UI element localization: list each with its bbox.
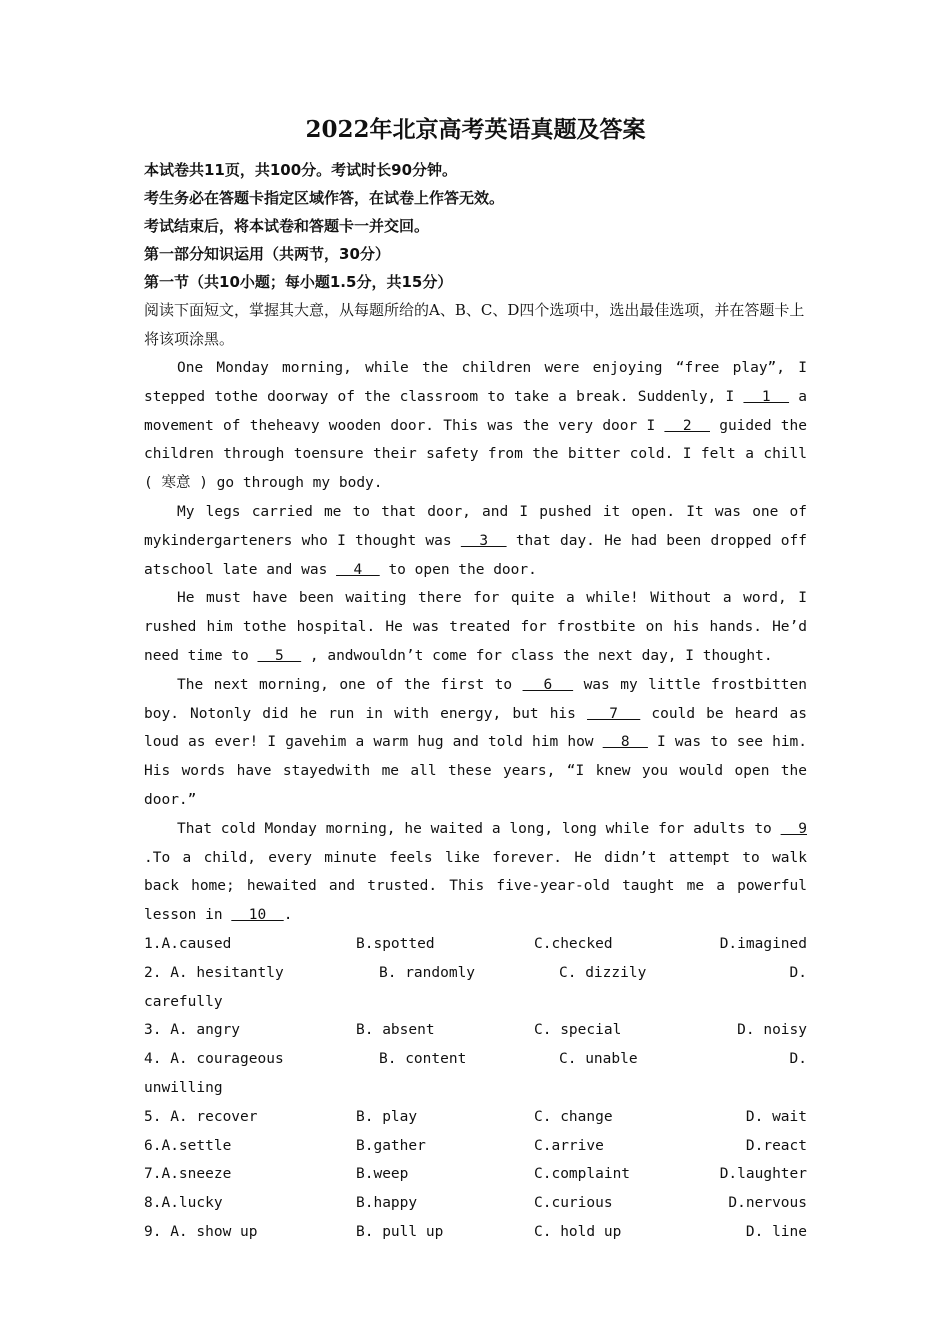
question-2 [144,959,807,1017]
blank-10: 10 [231,907,284,924]
option-d: D. noisy [737,1022,807,1039]
option-b: B. pull up [356,1223,444,1240]
option-b: B.spotted [356,935,435,952]
paragraph-4 [144,671,807,815]
option-b: B.happy [356,1195,418,1212]
option-b: B.weep [356,1166,409,1183]
option-b: B.gather [356,1137,426,1154]
blank-5: 5 [257,647,302,664]
question-9 [144,1218,807,1247]
option-a: 7.A.sneeze [144,1166,232,1183]
option-d: D. line [745,1223,807,1240]
question-6 [144,1132,807,1161]
text-segment: That cold Monday morning, he waited a long, long while for adults to [177,820,781,837]
text-segment: was my little frostbitten boy. Notonly did he run in with energy, but his [144,676,807,722]
text-segment: could be heard as loud as ever! I gavehim a warm hug and told him how [144,705,807,751]
option-c: C. dizzily [559,964,647,981]
option-c: C. hold up [534,1223,622,1240]
part-heading: 第一部分知识运用（共两节，30分） [144,245,390,263]
blank-4: 4 [336,561,380,578]
section-heading: 第一节（共10小题；每小题1.5分，共15分） [144,273,453,291]
text-segment: The next morning, one of the first to [177,676,523,693]
question-3 [144,1016,807,1045]
option-c: C.curious [534,1195,613,1212]
option-d: D.react [745,1137,807,1154]
text-segment: to open the door. [379,561,537,578]
text-segment: I was to see him. His words have stayedwith me all these years, “I knew you would open the door.” [144,734,808,808]
option-d: D.laughter [719,1166,807,1183]
question-1 [144,930,807,959]
option-b: B. content [379,1051,467,1068]
paragraph-1 [144,354,807,498]
blank-7: 7 [587,705,641,722]
blank-2: 2 [664,417,710,434]
option-d-wrapped: carefully [144,993,223,1010]
blank-9: 9 [780,820,807,837]
text-segment: a movement of theheavy wooden door. This was the very door I [144,388,807,434]
option-b: B. randomly [379,964,476,981]
option-c: C. change [534,1108,613,1125]
text-segment: guided the children through toensure their safety from the bitter cold. I felt a chill ( 寒意 ) go through my body. [144,417,807,492]
option-c: C. special [534,1022,622,1039]
text-segment: that day. He had been dropped off atschool late and was [144,532,807,578]
option-c: C.checked [534,935,613,952]
option-d: D.nervous [728,1195,807,1212]
option-a: 9. A. show up [144,1223,258,1240]
instruction: 阅读下面短文，掌握其大意，从每题所给的A、B、C、D四个选项中，选出最佳选项，并在答题卡上将该项涂黑。 [144,301,805,348]
option-a: 5. A. recover [144,1108,258,1125]
option-a: 8.A.lucky [144,1195,223,1212]
paragraph-2 [144,498,807,584]
blank-6: 6 [522,676,574,693]
option-d-label: D. [789,1051,807,1068]
question-7 [144,1160,807,1189]
paragraph-5 [144,815,807,930]
text-segment: , andwouldn’t come for class the next day, I thought. [301,647,773,664]
option-a: 3. A. angry [144,1022,241,1039]
paragraph-3 [144,584,807,670]
question-4 [144,1045,807,1103]
cloze-passage [144,354,807,930]
note-submit: 考试结束后，将本试卷和答题卡一并交回。 [144,217,430,235]
option-b: B. play [356,1108,418,1125]
option-c: C.complaint [534,1166,631,1183]
option-c: C.arrive [534,1137,604,1154]
page-title: 2022年北京高考英语真题及答案 [305,116,646,143]
text-segment: One Monday morning, while the children were enjoying “free play”, I stepped tothe doorway of the classroom to take a break. Suddenly, I [144,360,807,405]
text-segment: He must have been waiting there for quite a while! Without a word, I rushed him tothe hospital. He was treated for frostbite on his hands. He’d need time to [144,590,807,664]
note-pages: 本试卷共11页，共100分。考试时长90分钟。 [144,161,458,179]
blank-8: 8 [602,734,648,751]
text-segment: . [283,907,293,924]
option-d-wrapped: unwilling [144,1079,223,1096]
option-b: B. absent [356,1022,435,1039]
blank-1: 1 [743,388,790,405]
option-a: 4. A. courageous [144,1051,284,1068]
page-content [144,112,807,1247]
option-a: 6.A.settle [144,1137,232,1154]
option-d-label: D. [789,964,807,981]
text-segment: My legs carried me to that door, and I pushed it open. It was one of mykindergarteners who I thought was [144,503,807,549]
option-d: D. wait [745,1108,807,1125]
question-8 [144,1189,807,1218]
question-list [144,930,807,1247]
option-d: D.imagined [719,935,807,952]
question-5 [144,1103,807,1132]
blank-3: 3 [460,532,507,549]
option-a: 1.A.caused [144,935,232,952]
text-segment: .To a child, every minute feels like forever. He didn’t attempt to walk back home; hewaited and trusted. This five-year-old taught me a powerful lesson in [144,849,807,924]
option-c: C. unable [559,1051,638,1068]
note-answer-sheet: 考生务必在答题卡指定区域作答，在试卷上作答无效。 [144,189,505,207]
option-a: 2. A. hesitantly [144,964,284,981]
